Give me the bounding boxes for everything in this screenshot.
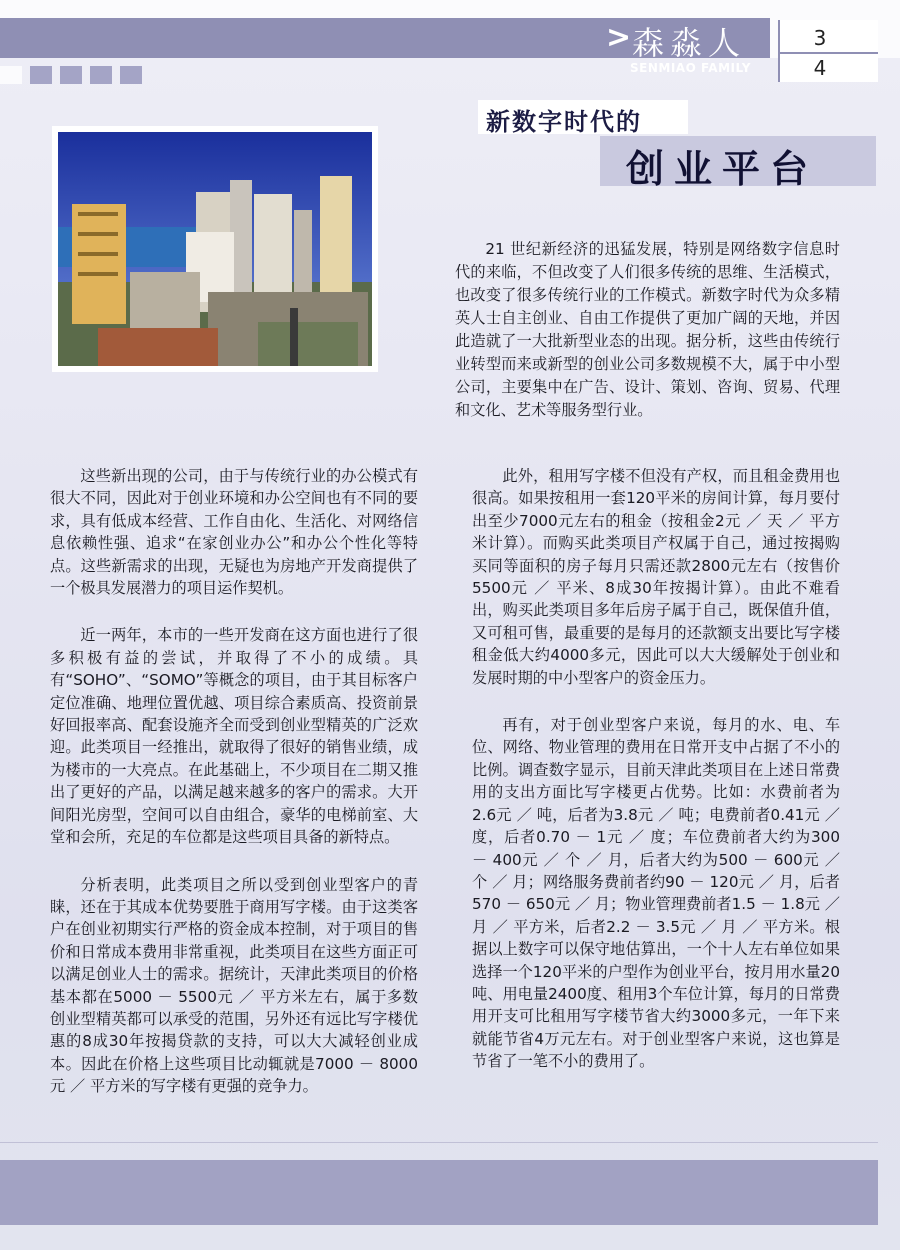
intro-text: 21 世纪新经济的迅猛发展，特别是网络数字信息时代的来临，不但改变了人们很多传统的思维、生活模式，也改变了很多传统行业的工作模式。新数字时代为众多精英人士自主创业、自由工作提供了更加广阔的天地，并因此造就了一大批新型业态的出现。据分析，这些由传统行业转型而来或新型的创业公司多数规模不大，属于中小型公司，主要集中在广告、设计、策划、咨询、贸易、代理和文化、艺术等服务型行业。 (455, 240, 840, 419)
brand-chinese: 森淼人 (632, 24, 747, 62)
header-squares (0, 58, 170, 84)
city-skyline-photo (52, 126, 378, 372)
paragraph: 此外，租用写字楼不但没有产权，而且租金费用也很高。如果按租用一套120平米的房间计算，每月要付出至少7000元左右的租金（按租金2元 ／ 天 ／ 平方米计算）。而购买此类项目产权属于自己，通过按揭购买同等面积的房子每月只需还款2800元左右（按售价5500元 ／ 平米、8成30年按揭计算）。由此不难看出，购买此类项目多年后房子属于自己，既保值升值，又可租可售，最重要的是每月的还款额支出要比写字楼租金低大约4000多元，因此可以大大缓解处于创业和发展时期的中小型客户的资金压力。 (472, 467, 840, 687)
title-line-2: 创业平台 (626, 146, 819, 191)
title-line-2-box (600, 136, 876, 191)
brand-english: SENMIAO FAMILY (630, 61, 751, 75)
left-column (50, 465, 418, 1123)
title-line-1-box (478, 100, 688, 134)
footer-divider (0, 1142, 878, 1143)
title-line-1: 新数字时代的 (486, 107, 642, 136)
paragraph: 近一两年，本市的一些开发商在这方面也进行了很多积极有益的尝试，并取得了不小的成绩。具有“SOHO”、“SOMO”等概念的项目，由于其目标客户定位准确、地理位置优越、项目综合素质高、投资前景好回报率高、配套设施齐全而受到创业型精英的广泛欢迎。此类项目一经推出，就取得了很好的销售业绩，成为楼市的一大亮点。在此基础上，不少项目在二期又推出了更好的产品，以满足越来越多的客户的需求。大开间阳光房型，空间可以自由组合，豪华的电梯前室、大堂和会所，充足的车位都是这些项目具备的新特点。 (50, 626, 418, 847)
footer-band (0, 1160, 878, 1225)
intro-paragraph (455, 238, 840, 447)
paragraph: 再有，对于创业型客户来说，每月的水、电、车位、网络、物业管理的费用在日常开支中占据了不小的比例。调查数字显示，目前天津此类项目在上述日常费用的支出方面比写字楼更占优势。比如：水费前者为2.6元 ／ 吨，后者为3.8元 ／ 吨；电费前者0.41元 ／ 度，后者0.70 － 1元 ／ 度；车位费前者大约为300 － 400元 ／ 个 ／ 月，后者大约为500 － 600元 ／ 个 ／ 月；网络服务费前者约90 － 120元 ／ 月，后者570 － 650元 ／ 月；物业管理费前者1.5 － 1.8元 ／ 月 ／ 平方米，后者2.2 － 3.5元 ／ 月 ／ 平方米。根据以上数字可以保守地估算出，一个十人左右单位如果选择一个120平米的户型作为创业平台，按月用水量20吨、用电量2400度、租用3个车位计算，每月的日常费用开支可比租用写字楼节省大约3000多元，一年下来就能节省4万元左右。对于创业型客户来说，这也算是节省了一笔不小的费用了。 (472, 716, 840, 1071)
page-number-top: 3 (813, 26, 827, 50)
page-number-bottom: 4 (813, 56, 827, 80)
page-numbers (778, 20, 878, 82)
chevron-right-icon: > (606, 20, 632, 55)
paragraph: 分析表明，此类项目之所以受到创业型客户的青睐，还在于其成本优势要胜于商用写字楼。由于这类客户在创业初期实行严格的资金成本控制，对于项目的售价和日常成本费用非常重视，此类项目在这些方面正可以满足创业人士的需求。据统计，天津此类项目的价格基本都在5000 － 5500元 ／ 平方米左右，属于多数创业型精英都可以承受的范围，另外还有远比写字楼优惠的8成30年按揭贷款的支持，可以大大减轻创业成本。因此在价格上这些项目比动辄就是7000 － 8000元 ／ 平方米的写字楼有更强的竞争力。 (50, 875, 418, 1096)
right-column (472, 465, 840, 1098)
header-bar (0, 0, 900, 75)
paragraph: 这些新出现的公司，由于与传统行业的办公模式有很大不同，因此对于创业环境和办公空间也有不同的要求，具有低成本经营、工作自由化、生活化、对网络信息依赖性强、追求“在家创业办公”和办公个性化等特点。这些新需求的出现，无疑也为房地产开发商提供了一个极具发展潜力的项目运作契机。 (50, 467, 418, 598)
city-skyline-image (58, 132, 372, 366)
